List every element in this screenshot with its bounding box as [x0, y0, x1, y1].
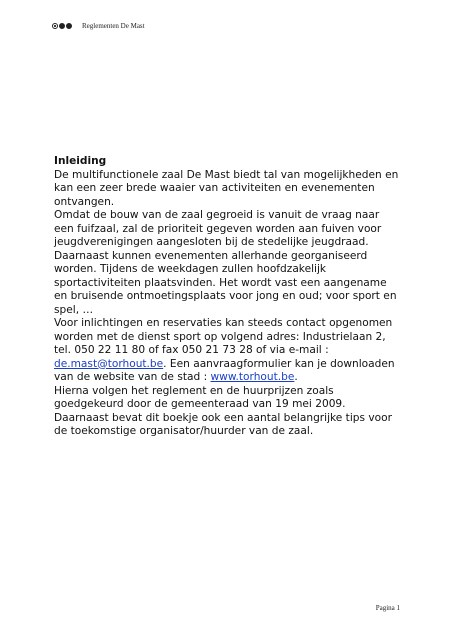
paragraph-intro: De multifunctionele zaal De Mast biedt tal van mogelijkheden en kan een zeer brede waaier van activiteiten en evenementen ontvangen. [54, 168, 399, 208]
website-link[interactable]: www.torhout.be [210, 371, 295, 383]
paragraph-regulation: Hierna volgen het reglement en de huurprijzen zoals goedgekeurd door de gemeenteraad van 19 mei 2009. [54, 384, 346, 410]
email-link[interactable]: de.mast@torhout.be [54, 357, 164, 370]
contact-text-middle: . Een aanvraagformulier kan je downloaden van de website van de stad : [54, 357, 395, 383]
paragraph-priority: Omdat de bouw van de zaal gegroeid is vanuit de vraag naar een fuifzaal, zal de prioriteit gegeven worden aan fuiven voor jeugdverenigingen aangesloten bij de stedelijke jeugdraad. [54, 209, 382, 248]
contact-text-end: . [294, 371, 298, 383]
page-header [52, 22, 145, 30]
page-number: Pagina 1 [375, 604, 400, 612]
contact-text: Voor inlichtingen en reservaties kan steeds contact opgenomen worden met de dienst sport op volgend adres: Industrielaan 2, tel. 050 22 11 80 of fax 050 21 73 28 of via e-mail : [54, 317, 393, 356]
section-heading: Inleiding [54, 155, 107, 167]
logo-icon [52, 23, 72, 29]
document-body [54, 155, 399, 439]
paragraph-contact [54, 317, 399, 385]
paragraph-tips: Daarnaast bevat dit boekje ook een aantal belangrijke tips voor de toekomstige organisator/huurder van de zaal. [54, 411, 392, 437]
header-title: Reglementen De Mast [82, 22, 145, 30]
paragraph-events: Daarnaast kunnen evenementen allerhande georganiseerd worden. Tijdens de weekdagen zullen hoofdzakelijk sportactiviteiten plaatsvinden. Het wordt vast een aangename en bruisende ontmoetingsplaats voor jong en oud; voor sport en spel, … [54, 249, 397, 316]
